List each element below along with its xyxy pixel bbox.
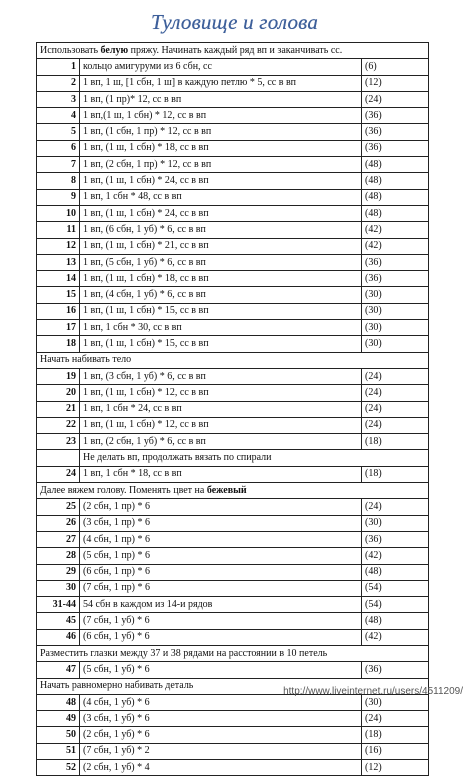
pattern-row (37, 222, 429, 238)
note-emphasis: бежевый (206, 484, 247, 496)
stitch-count: (36) (362, 124, 429, 140)
stitch-count: (18) (362, 466, 429, 482)
row-instruction: (7 сбн, 1 уб) * 2 (80, 743, 362, 759)
row-instruction: 1 вп, (1 ш, 1 сбн) * 18, сс в вп (80, 271, 362, 287)
pattern-row (37, 189, 429, 205)
row-number: 17 (37, 320, 80, 336)
row-instruction: 1 вп, (1 сбн, 1 пр) * 12, сс в вп (80, 124, 362, 140)
stitch-count: (36) (362, 140, 429, 156)
row-instruction: 1 вп, (4 сбн, 1 уб) * 6, сс в вп (80, 287, 362, 303)
row-instruction: 1 вп, (2 сбн, 1 уб) * 6, сс в вп (80, 434, 362, 450)
note-text-part: Начать равномерно набивать деталь (40, 680, 194, 692)
pattern-table (36, 42, 429, 776)
stitch-count: (42) (362, 238, 429, 254)
row-instruction: 1 вп, (1 ш, 1 сбн) * 21, сс в вп (80, 238, 362, 254)
row-number: 8 (37, 173, 80, 189)
pattern-row (37, 711, 429, 727)
row-instruction: 1 вп, (1 ш, 1 сбн) * 15, сс в вп (80, 303, 362, 319)
row-number: 46 (37, 629, 80, 645)
stitch-count: (48) (362, 173, 429, 189)
row-number: 6 (37, 140, 80, 156)
row-instruction: 1 вп, (1 ш, 1 сбн) * 24, сс в вп (80, 173, 362, 189)
stitch-count: (30) (362, 336, 429, 352)
pattern-row (37, 173, 429, 189)
empty-cell (37, 450, 80, 466)
row-number: 45 (37, 613, 80, 629)
note-text-part: Использовать (40, 44, 101, 56)
row-instruction: 1 вп, (1 ш, 1 сбн) * 12, сс в вп (80, 417, 362, 433)
note-row (37, 43, 429, 59)
pattern-row (37, 434, 429, 450)
note-text-part: пряжу. Начинать каждый ряд вп и заканчивать сс. (128, 44, 343, 56)
pattern-row (37, 75, 429, 91)
subnote-text: Не делать вп, продолжать вязать по спирали (80, 450, 429, 466)
note-text (37, 43, 429, 59)
row-instruction: (2 сбн, 1 уб) * 6 (80, 727, 362, 743)
stitch-count: (42) (362, 222, 429, 238)
row-instruction: (3 сбн, 1 уб) * 6 (80, 711, 362, 727)
row-number: 5 (37, 124, 80, 140)
note-text-part: Разместить глазки между 37 и 38 рядами на расстоянии в 10 петель (40, 647, 328, 659)
row-number: 51 (37, 743, 80, 759)
note-emphasis: белую (100, 44, 129, 56)
stitch-count: (36) (362, 531, 429, 547)
row-instruction: 1 вп,(1 ш, 1 сбн) * 12, сс в вп (80, 108, 362, 124)
stitch-count: (36) (362, 271, 429, 287)
pattern-row (37, 417, 429, 433)
stitch-count: (16) (362, 743, 429, 759)
stitch-count: (54) (362, 597, 429, 613)
row-instruction: (2 сбн, 1 уб) * 4 (80, 760, 362, 776)
row-instruction: 1 вп, (3 сбн, 1 уб) * 6, сс в вп (80, 368, 362, 384)
row-instruction: 1 вп, (1 ш, 1 сбн) * 18, сс в вп (80, 140, 362, 156)
pattern-row (37, 760, 429, 776)
page-title: Туловище и голова (150, 10, 319, 34)
stitch-count: (24) (362, 91, 429, 107)
pattern-row (37, 368, 429, 384)
pattern-row (37, 401, 429, 417)
pattern-row (37, 254, 429, 270)
pattern-row (37, 287, 429, 303)
stitch-count: (48) (362, 564, 429, 580)
stitch-count: (36) (362, 662, 429, 678)
stitch-count: (6) (362, 59, 429, 75)
watermark-url: http://www.liveinternet.ru/users/4511209/ (283, 686, 463, 697)
row-number: 2 (37, 75, 80, 91)
pattern-row (37, 743, 429, 759)
stitch-count: (24) (362, 368, 429, 384)
stitch-count: (36) (362, 108, 429, 124)
stitch-count: (18) (362, 727, 429, 743)
row-number: 49 (37, 711, 80, 727)
pattern-row (37, 157, 429, 173)
stitch-count: (30) (362, 303, 429, 319)
row-number: 23 (37, 434, 80, 450)
row-instruction: 1 вп, (6 сбн, 1 уб) * 6, сс в вп (80, 222, 362, 238)
pattern-row (37, 303, 429, 319)
stitch-count: (18) (362, 434, 429, 450)
row-number: 52 (37, 760, 80, 776)
pattern-row (37, 385, 429, 401)
row-instruction: 1 вп, 1 сбн * 30, сс в вп (80, 320, 362, 336)
row-number: 20 (37, 385, 80, 401)
row-number: 4 (37, 108, 80, 124)
stitch-count: (30) (362, 694, 429, 710)
row-number: 14 (37, 271, 80, 287)
pattern-row (37, 108, 429, 124)
pattern-row (37, 59, 429, 75)
row-instruction: 1 вп, 1 сбн * 24, сс в вп (80, 401, 362, 417)
row-number: 26 (37, 515, 80, 531)
row-number: 15 (37, 287, 80, 303)
pattern-row (37, 320, 429, 336)
stitch-count: (48) (362, 205, 429, 221)
pattern-row (37, 466, 429, 482)
stitch-count: (12) (362, 760, 429, 776)
note-text-part: Далее вяжем голову. Поменять цвет на (40, 484, 207, 496)
stitch-count: (48) (362, 613, 429, 629)
pattern-row (37, 597, 429, 613)
row-instruction: (3 сбн, 1 пр) * 6 (80, 515, 362, 531)
row-instruction: (7 сбн, 1 уб) * 6 (80, 613, 362, 629)
stitch-count: (54) (362, 580, 429, 596)
row-instruction: (5 сбн, 1 пр) * 6 (80, 548, 362, 564)
row-instruction: (6 сбн, 1 пр) * 6 (80, 564, 362, 580)
stitch-count: (30) (362, 287, 429, 303)
note-text (37, 352, 429, 368)
row-instruction: 1 вп, 1 сбн * 48, сс в вп (80, 189, 362, 205)
row-number: 11 (37, 222, 80, 238)
stitch-count: (42) (362, 548, 429, 564)
row-instruction: кольцо амигуруми из 6 сбн, сс (80, 59, 362, 75)
row-instruction: (5 сбн, 1 уб) * 6 (80, 662, 362, 678)
row-number: 3 (37, 91, 80, 107)
row-instruction: (2 сбн, 1 пр) * 6 (80, 499, 362, 515)
row-number: 30 (37, 580, 80, 596)
row-instruction: 1 вп, (1 ш, 1 сбн) * 12, сс в вп (80, 385, 362, 401)
pattern-row (37, 662, 429, 678)
row-instruction: 1 вп, 1 ш, [1 сбн, 1 ш] в каждую петлю * 5, сс в вп (80, 75, 362, 91)
stitch-count: (24) (362, 499, 429, 515)
pattern-row (37, 548, 429, 564)
stitch-count: (48) (362, 189, 429, 205)
stitch-count: (36) (362, 254, 429, 270)
note-row (37, 352, 429, 368)
row-number: 21 (37, 401, 80, 417)
stitch-count: (24) (362, 385, 429, 401)
row-number: 18 (37, 336, 80, 352)
pattern-row (37, 336, 429, 352)
row-number: 50 (37, 727, 80, 743)
note-row (37, 483, 429, 499)
pattern-row (37, 91, 429, 107)
stitch-count: (24) (362, 711, 429, 727)
stitch-count: (30) (362, 515, 429, 531)
row-instruction: 1 вп, 1 сбн * 18, сс в вп (80, 466, 362, 482)
row-number: 19 (37, 368, 80, 384)
pattern-row (37, 613, 429, 629)
row-number: 16 (37, 303, 80, 319)
row-instruction: 1 вп, (2 сбн, 1 пр) * 12, сс в вп (80, 157, 362, 173)
pattern-row (37, 531, 429, 547)
subnote-row (37, 450, 429, 466)
row-instruction: (4 сбн, 1 уб) * 6 (80, 694, 362, 710)
row-number: 47 (37, 662, 80, 678)
pattern-row (37, 564, 429, 580)
pattern-row (37, 238, 429, 254)
stitch-count: (48) (362, 157, 429, 173)
row-number: 10 (37, 205, 80, 221)
pattern-row (37, 629, 429, 645)
note-text-part: Начать набивать тело (40, 354, 132, 366)
stitch-count: (30) (362, 320, 429, 336)
pattern-row (37, 499, 429, 515)
pattern-row (37, 727, 429, 743)
pattern-row (37, 580, 429, 596)
note-row (37, 645, 429, 661)
note-text (37, 645, 429, 661)
row-instruction: 1 вп, (1 ш, 1 сбн) * 15, сс в вп (80, 336, 362, 352)
row-number: 13 (37, 254, 80, 270)
row-instruction: 1 вп, (1 пр)* 12, сс в вп (80, 91, 362, 107)
row-number: 27 (37, 531, 80, 547)
row-instruction: 1 вп, (1 ш, 1 сбн) * 24, сс в вп (80, 205, 362, 221)
row-number: 24 (37, 466, 80, 482)
row-number: 22 (37, 417, 80, 433)
stitch-count: (42) (362, 629, 429, 645)
row-number: 31-44 (37, 597, 80, 613)
stitch-count: (24) (362, 401, 429, 417)
row-instruction: 1 вп, (5 сбн, 1 уб) * 6, сс в вп (80, 254, 362, 270)
stitch-count: (24) (362, 417, 429, 433)
row-instruction: 54 сбн в каждом из 14-и рядов (80, 597, 362, 613)
pattern-row (37, 271, 429, 287)
pattern-row (37, 140, 429, 156)
row-number: 1 (37, 59, 80, 75)
pattern-row (37, 205, 429, 221)
row-instruction: (7 сбн, 1 пр) * 6 (80, 580, 362, 596)
row-number: 29 (37, 564, 80, 580)
row-number: 7 (37, 157, 80, 173)
row-number: 28 (37, 548, 80, 564)
row-instruction: (4 сбн, 1 пр) * 6 (80, 531, 362, 547)
pattern-row (37, 124, 429, 140)
row-number: 12 (37, 238, 80, 254)
row-number: 25 (37, 499, 80, 515)
note-text (37, 483, 429, 499)
pattern-row (37, 515, 429, 531)
row-instruction: (6 сбн, 1 уб) * 6 (80, 629, 362, 645)
row-number: 9 (37, 189, 80, 205)
row-number: 48 (37, 694, 80, 710)
stitch-count: (12) (362, 75, 429, 91)
